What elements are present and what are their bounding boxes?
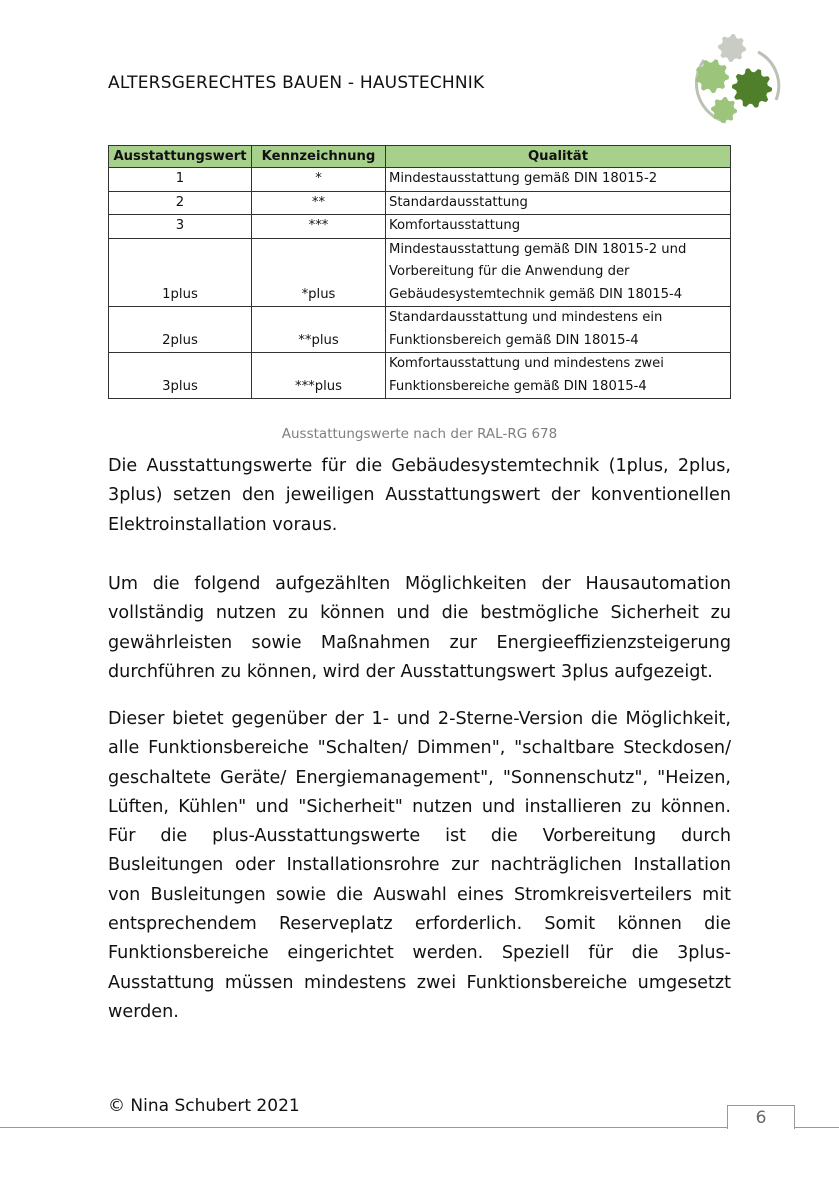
equipment-table: [108, 145, 731, 399]
cell-mark: *plus: [252, 238, 386, 307]
cell-quality: [386, 353, 731, 399]
paragraph-3: Dieser bietet gegenüber der 1- und 2-Sterne-Version die Möglichkeit, alle Funktionsbereiche "Schalten/ Dimmen", "schaltbare Steckdosen/ geschaltete Geräte/ Energiemanagement", "Sonnenschutz", "Heizen, Lüften, Kühlen" und "Sicherheit" nutzen und installieren zu können. Für die plus-Ausstattungswerte ist die Vorbereitung durch Busleitungen oder Installationsrohre zur nachträglichen Installation von Busleitungen sowie die Auswahl eines Stromkreisverteilers mit entsprechendem Reserveplatz erforderlich. Somit können die Funktionsbereiche eingerichtet werden. Speziell für die 3plus-Ausstattung müssen mindestens zwei Funktionsbereiche umgesetzt werden.: [108, 709, 731, 1022]
table-row: [109, 215, 731, 239]
gear-icon-bottom: [711, 97, 737, 123]
cell-mark: **: [252, 191, 386, 215]
quality-line: Gebäudesystemtechnik gemäß DIN 18015-4: [389, 286, 683, 302]
quality-line: Standardausstattung und mindestens ein: [389, 310, 663, 325]
col-header-quality: Qualität: [386, 146, 731, 168]
cell-value: 3plus: [109, 353, 252, 399]
cell-value: 2: [109, 191, 252, 215]
paragraph-1: Die Ausstattungswerte für die Gebäudesystemtechnik (1plus, 2plus, 3plus) setzen den jeweiligen Ausstattungswert der konventionellen Elektroinstallation voraus.: [108, 456, 731, 535]
cell-value: 2plus: [109, 307, 252, 353]
cell-mark: *: [252, 168, 386, 192]
quality-line: Funktionsbereiche gemäß DIN 18015-4: [389, 378, 647, 394]
cell-quality: [386, 215, 731, 239]
gear-icon-right: [732, 68, 772, 108]
cell-mark: **plus: [252, 307, 386, 353]
cell-quality: [386, 307, 731, 353]
gears-logo: [686, 30, 786, 128]
table-caption: Ausstattungswerte nach der RAL-RG 678: [281, 426, 558, 442]
quality-line: Funktionsbereich gemäß DIN 18015-4: [389, 332, 639, 348]
table-row: [109, 191, 731, 215]
quality-line: Mindestausstattung gemäß DIN 18015-2: [389, 171, 658, 186]
table-header-row: [109, 146, 731, 168]
cell-value: 3: [109, 215, 252, 239]
cell-quality: [386, 238, 731, 307]
table-row: [109, 238, 731, 307]
page-header-title: ALTERSGERECHTES BAUEN - HAUSTECHNIK: [108, 73, 485, 93]
cell-quality: [386, 191, 731, 215]
quality-line: Standardausstattung: [389, 194, 528, 210]
quality-line: Vorbereitung für die Anwendung der: [389, 264, 630, 279]
page-number: 6: [755, 1108, 767, 1128]
footer-copyright: © Nina Schubert 2021: [108, 1096, 300, 1116]
paragraph-2: Um die folgend aufgezählten Möglichkeiten der Hausautomation vollständig nutzen zu können und die bestmögliche Sicherheit zu gewährleisten sowie Maßnahmen zur Energieeffizienzsteigerung durchführen zu können, wird der Ausstattungswert 3plus aufgezeigt.: [108, 574, 731, 682]
quality-line: Komfortausstattung und mindestens zwei: [389, 356, 664, 371]
quality-line: Komfortausstattung: [389, 218, 521, 233]
col-header-value: Ausstattungswert: [109, 146, 252, 168]
cell-value: 1plus: [109, 238, 252, 307]
table-row: [109, 353, 731, 399]
cell-mark: ***plus: [252, 353, 386, 399]
cell-value: 1: [109, 168, 252, 192]
table-row: [109, 168, 731, 192]
footer-divider: [0, 1127, 839, 1128]
table-row: [109, 307, 731, 353]
cell-quality: [386, 168, 731, 192]
gear-icon-top: [718, 34, 746, 62]
quality-line: Mindestausstattung gemäß DIN 18015-2 und: [389, 241, 687, 257]
cell-mark: ***: [252, 215, 386, 239]
col-header-mark: Kennzeichnung: [252, 146, 386, 168]
